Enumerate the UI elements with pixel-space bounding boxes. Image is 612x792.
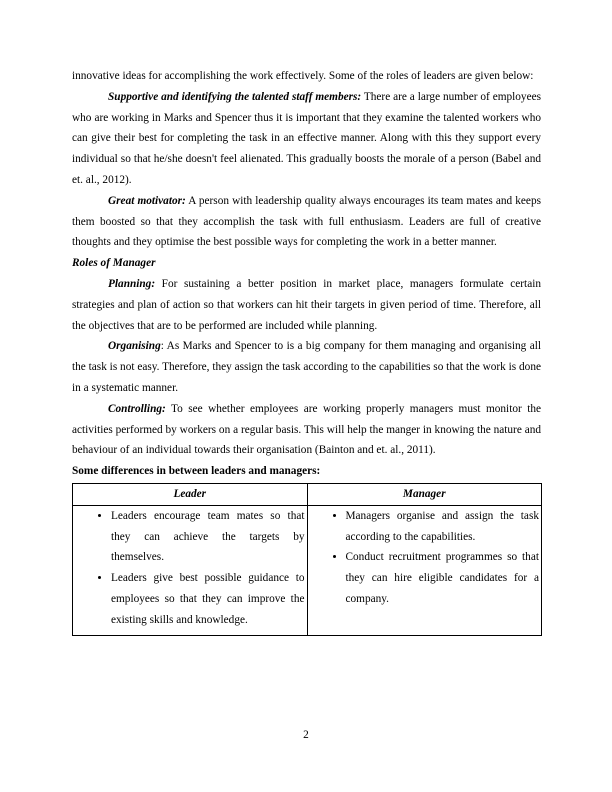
leader-role-title: Great motivator:: [108, 194, 186, 207]
list-item: • Managers organise and assign the task according to the capabilities.: [346, 506, 540, 548]
page-body: [72, 66, 541, 636]
manager-points-cell: [307, 505, 542, 635]
manager-column-header: Manager: [307, 483, 542, 505]
leader-column-header: Leader: [73, 483, 308, 505]
table-header-row: [73, 483, 542, 505]
leader-role-text: There are a large number of employees who are working in Marks and Spencer thus it is important that they examine the talented workers who can give their best for completing the task in an effective manner. Along with this they support every individual so that he/she doesn't feel alienated. This gradually boosts the morale of a person (Babel and et. al., 2012).: [72, 90, 542, 186]
page-number: 2: [303, 729, 309, 741]
manager-points-list: [308, 506, 540, 610]
table-row: [73, 505, 542, 635]
leader-role-paragraph: [72, 191, 541, 253]
manager-role-paragraph: [72, 274, 541, 336]
leader-role-text: A person with leadership quality always encourages its team mates and keeps them boosted so that they accomplish the task with full enthusiasm. Leaders are full of creative thoughts and they optimise the best possible ways for completing the work in a better manner.: [72, 194, 541, 249]
list-item: • Conduct recruitment programmes so that they can hire eligible candidates for a company.: [346, 547, 540, 609]
manager-role-paragraph: [72, 399, 541, 461]
manager-role-text: To see whether employees are working properly managers must monitor the activities performed by workers on a regular basis. This will help the manger in knowing the nature and behaviour of an individual towards their organisation (Bainton and et. al., 2011).: [72, 402, 541, 457]
manager-role-title: Controlling:: [108, 402, 166, 415]
manager-role-title: Planning:: [108, 277, 156, 290]
list-item: • Leaders give best possible guidance to employees so that they can improve the existing skills and knowledge.: [111, 568, 305, 630]
manager-role-text: : As Marks and Spencer to is a big company for them managing and organising all the task is not easy. Therefore, they assign the task according to the capabilities so that the work is done in a systematic manner.: [72, 340, 541, 394]
differences-heading: Some differences in between leaders and managers:: [72, 465, 321, 478]
leader-points-cell: [73, 505, 308, 635]
manager-role-paragraph: [72, 336, 541, 398]
manager-roles-heading: Roles of Manager: [72, 257, 156, 270]
intro-paragraph: innovative ideas for accomplishing the work effectively. Some of the roles of leaders are given below:: [72, 70, 534, 82]
leader-role-title: Supportive and identifying the talented staff members:: [108, 90, 362, 103]
leader-role-paragraph: [72, 87, 541, 191]
differences-table: [72, 483, 542, 636]
manager-role-text: For sustaining a better position in market place, managers formulate certain strategies and plan of action so that workers can hit their targets in given period of time. Therefore, all the objectives that are to be performed are included while planning.: [72, 277, 541, 332]
manager-role-title: Organising: [108, 340, 161, 353]
leader-points-list: [73, 506, 305, 631]
list-item: • Leaders encourage team mates so that they can achieve the targets by themselves.: [111, 506, 305, 568]
